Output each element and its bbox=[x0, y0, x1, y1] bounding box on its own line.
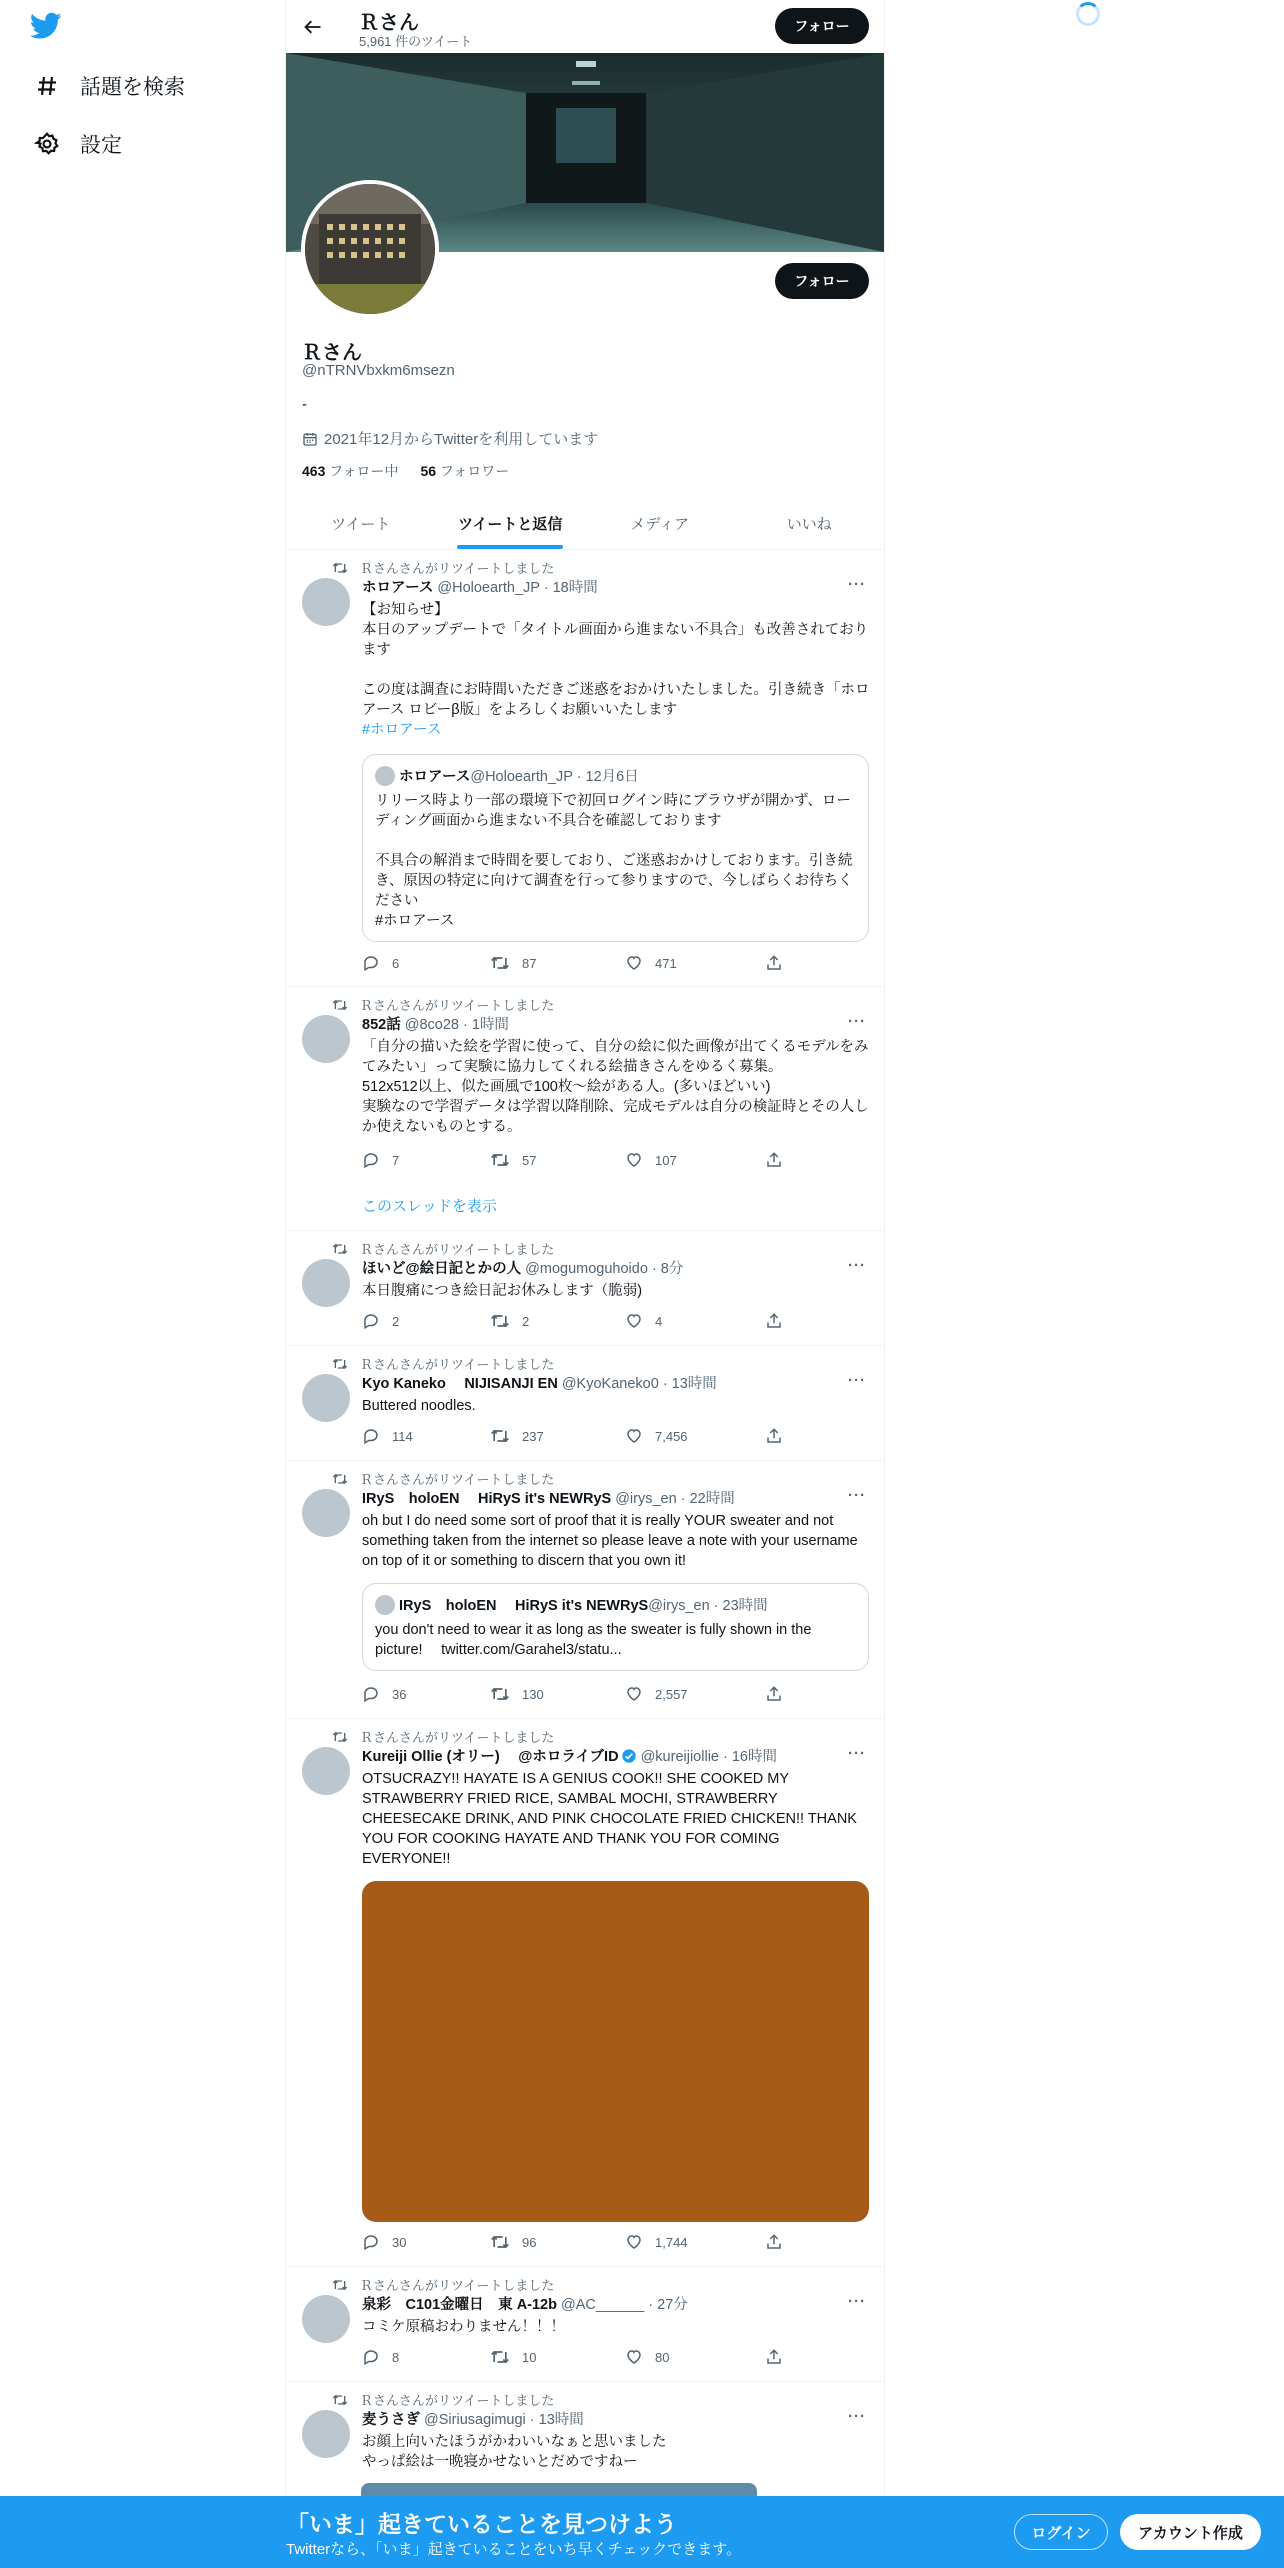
profile-header-bar bbox=[286, 0, 884, 53]
reply-count: 6 bbox=[392, 955, 400, 971]
retweet-count: 237 bbox=[522, 1428, 544, 1444]
avatar[interactable] bbox=[302, 578, 350, 626]
retweet-count: 10 bbox=[522, 2349, 537, 2365]
reply-button[interactable] bbox=[362, 1151, 399, 1169]
tweet-actions bbox=[362, 1312, 802, 1334]
header-follow-button[interactable]: フォロー bbox=[775, 8, 869, 44]
like-button[interactable] bbox=[625, 1151, 677, 1169]
verified-badge-icon bbox=[621, 1748, 637, 1764]
login-button[interactable]: ログイン bbox=[1014, 2514, 1108, 2550]
reply-button[interactable] bbox=[362, 1427, 413, 1445]
tweet-2[interactable] bbox=[286, 1231, 884, 1346]
retweet-button[interactable] bbox=[490, 1427, 544, 1445]
header-tweet-count: 5,961 件のツイート bbox=[359, 34, 473, 49]
retweet-count: 130 bbox=[522, 1686, 544, 1702]
profile-joined-text: 2021年12月からTwitterを利用しています bbox=[324, 431, 599, 448]
share-icon bbox=[765, 1685, 783, 1703]
retweet-icon bbox=[490, 1685, 510, 1703]
followers-link[interactable] bbox=[420, 463, 509, 479]
like-count: 107 bbox=[655, 1152, 677, 1168]
signup-button[interactable]: アカウント作成 bbox=[1120, 2514, 1261, 2550]
retweet-indicator bbox=[332, 995, 554, 1014]
share-button[interactable] bbox=[765, 1685, 795, 1703]
share-icon bbox=[765, 2348, 783, 2366]
reply-button[interactable] bbox=[362, 2233, 406, 2251]
followers-count: 56 bbox=[420, 463, 437, 479]
retweet-icon bbox=[332, 561, 348, 575]
left-navigation bbox=[0, 0, 285, 2568]
quote-author-meta: @Holoearth_JP · 12月6日 bbox=[470, 769, 639, 785]
like-button[interactable] bbox=[625, 1685, 688, 1703]
avatar[interactable] bbox=[302, 2410, 350, 2458]
tweet-text: 「自分の描いた絵を学習に使って、自分の絵に似た画像が出てくるモデルをみてみたい」って実験に協力してくれる絵描きさんをゆるく募集。 512x512以上、似た画風で100枚〜絵がある人。(多いほどいい) 実験なので学習データは学習以降削除、完成モデルは自分の検証時とその人しか使えないものとする。 bbox=[362, 1039, 869, 1135]
tweet-text: 【お知らせ】 本日のアップデートで「タイトル画面から進まない不具合」も改善されております この度は調査にお時間いただきご迷惑をおかけいたしました。引き続き「ホロアース ロビーβ版」をよろしくお願いいたします bbox=[362, 602, 870, 718]
quoted-tweet[interactable] bbox=[362, 1583, 869, 1671]
share-button[interactable] bbox=[765, 1151, 795, 1169]
author-meta: @irys_en · 22時間 bbox=[611, 1491, 735, 1507]
following-link[interactable] bbox=[302, 463, 399, 479]
tweet-header bbox=[362, 1487, 735, 1508]
heart-icon bbox=[625, 1427, 643, 1445]
retweet-button[interactable] bbox=[490, 1685, 544, 1703]
profile-tabs bbox=[286, 497, 884, 550]
share-icon bbox=[765, 1312, 783, 1330]
more-options-icon[interactable]: ··· bbox=[848, 2407, 866, 2425]
retweet-indicator-text: Ｒさんさんがリツイートしました bbox=[360, 2393, 555, 2408]
retweet-indicator-text: Ｒさんさんがリツイートしました bbox=[360, 1730, 555, 1745]
author-meta: @KyoKaneko0 · 13時間 bbox=[557, 1376, 717, 1392]
reply-button[interactable] bbox=[362, 954, 399, 972]
retweet-icon bbox=[332, 1472, 348, 1486]
reply-button[interactable] bbox=[362, 1685, 406, 1703]
quote-author-name: ホロアース bbox=[399, 769, 471, 785]
retweet-count: 87 bbox=[522, 955, 537, 971]
retweet-icon bbox=[332, 2278, 348, 2292]
retweet-button[interactable] bbox=[490, 1151, 536, 1169]
tab-tweets-and-replies[interactable]: ツイートと返信 bbox=[436, 497, 586, 549]
author-meta: @mogumoguhoido · 8分 bbox=[521, 1261, 684, 1277]
tab-likes[interactable]: いいね bbox=[786, 515, 832, 533]
avatar[interactable] bbox=[302, 1489, 350, 1537]
tweet-6[interactable] bbox=[286, 2267, 884, 2382]
profile-bio: - bbox=[302, 396, 307, 413]
tweet-header bbox=[362, 1013, 509, 1034]
tweet-actions bbox=[362, 1151, 802, 1173]
author-meta: @8co28 · 1時間 bbox=[400, 1017, 509, 1033]
tweet-header bbox=[362, 1372, 717, 1393]
profile-joined bbox=[302, 428, 598, 449]
reply-count: 114 bbox=[392, 1428, 413, 1444]
retweet-indicator bbox=[332, 1727, 554, 1746]
share-icon bbox=[765, 1427, 783, 1445]
reply-count: 36 bbox=[392, 1686, 407, 1702]
retweet-icon bbox=[332, 1357, 348, 1371]
like-button[interactable] bbox=[625, 954, 677, 972]
tweet-actions bbox=[362, 1427, 802, 1449]
retweet-indicator-text: Ｒさんさんがリツイートしました bbox=[360, 1472, 555, 1487]
signup-banner-subtitle: Twitterなら、「いま」起きていることをいち早くチェックできます。 bbox=[286, 2541, 742, 2558]
reply-button[interactable] bbox=[362, 2348, 399, 2366]
reply-count: 7 bbox=[392, 1152, 400, 1168]
retweet-indicator-text: Ｒさんさんがリツイートしました bbox=[360, 1242, 555, 1257]
more-options-icon[interactable]: ··· bbox=[848, 1744, 866, 1762]
more-options-icon[interactable]: ··· bbox=[848, 2292, 866, 2310]
reply-icon bbox=[362, 954, 380, 972]
author-name[interactable]: 852話 bbox=[362, 1017, 401, 1033]
nav-explore-label: 話題を検索 bbox=[80, 76, 185, 99]
share-button[interactable] bbox=[765, 2233, 795, 2251]
tweet-actions bbox=[362, 2233, 802, 2255]
quote-author-name: IRyS holoEN HiRyS it's NEWRyS bbox=[399, 1598, 649, 1614]
tweet-actions bbox=[362, 1685, 802, 1707]
like-count: 1,744 bbox=[655, 2234, 688, 2250]
author-meta: @Holoearth_JP · 18時間 bbox=[433, 580, 598, 596]
author-meta: @kureijiollie · 16時間 bbox=[636, 1749, 777, 1765]
quote-header bbox=[375, 1594, 768, 1615]
nav-settings-label: 設定 bbox=[80, 134, 122, 157]
like-count: 7,456 bbox=[655, 1428, 688, 1444]
like-button[interactable] bbox=[625, 1312, 662, 1330]
reply-count: 30 bbox=[392, 2234, 407, 2250]
calendar-icon bbox=[302, 431, 318, 447]
retweet-count: 2 bbox=[522, 1313, 530, 1329]
following-label: フォロー中 bbox=[325, 463, 399, 479]
retweet-icon bbox=[490, 1427, 510, 1445]
more-options-icon[interactable]: ··· bbox=[848, 1371, 866, 1389]
tweet-text: oh but I do need some sort of proof that it is really YOUR sweater and not something taken from the internet so please leave a note with your username on top of it or something to discern that you own it! bbox=[362, 1513, 858, 1569]
tweet-1[interactable] bbox=[286, 987, 884, 1231]
author-name[interactable]: IRyS holoEN HiRyS it's NEWRyS bbox=[362, 1491, 612, 1507]
avatar[interactable] bbox=[302, 2295, 350, 2343]
back-arrow-icon[interactable] bbox=[298, 12, 328, 42]
tweet-text: 本日腹痛につき絵日記お休みします（脆弱) bbox=[362, 1283, 643, 1299]
header-profile-name: Ｒさん bbox=[359, 12, 419, 34]
author-meta: @Siriusagimugi · 13時間 bbox=[420, 2412, 584, 2428]
nav-explore[interactable] bbox=[32, 64, 185, 108]
share-icon bbox=[765, 2233, 783, 2251]
heart-icon bbox=[625, 1151, 643, 1169]
reply-icon bbox=[362, 1312, 380, 1330]
tweet-actions bbox=[362, 2348, 802, 2370]
author-name[interactable]: Kyo Kaneko NIJISANJI EN bbox=[362, 1376, 558, 1392]
reply-button[interactable] bbox=[362, 1312, 399, 1330]
heart-icon bbox=[625, 2348, 643, 2366]
profile-follow-button[interactable]: フォロー bbox=[775, 263, 869, 299]
like-button[interactable] bbox=[625, 2233, 688, 2251]
loading-spinner-icon bbox=[1076, 2, 1100, 26]
share-icon bbox=[765, 1151, 783, 1169]
more-options-icon[interactable]: ··· bbox=[848, 575, 866, 593]
author-name[interactable]: 麦うさぎ bbox=[362, 2412, 420, 2428]
retweet-count: 96 bbox=[522, 2234, 537, 2250]
quote-header bbox=[375, 765, 639, 786]
heart-icon bbox=[625, 1312, 643, 1330]
retweet-indicator bbox=[332, 2390, 554, 2409]
like-count: 80 bbox=[655, 2349, 670, 2365]
avatar[interactable] bbox=[302, 1374, 350, 1422]
like-count: 2,557 bbox=[655, 1686, 688, 1702]
retweet-count: 57 bbox=[522, 1152, 537, 1168]
retweet-icon bbox=[332, 998, 348, 1012]
profile-stats bbox=[302, 461, 509, 481]
reply-count: 2 bbox=[392, 1313, 400, 1329]
tab-media[interactable]: メディア bbox=[630, 515, 690, 533]
quote-text: リリース時より一部の環境下で初回ログイン時にブラウザが開かず、ローディング画面から進まない不具合を確認しております 不具合の解消まで時間を要しており、ご迷惑おかけしております。引き続き、原因の特定に向けて調査を行って参りますので、今しばらくお待ちください #ホロアース bbox=[375, 793, 853, 929]
heart-icon bbox=[625, 2233, 643, 2251]
tweet-text: お顔上向いたほうがかわいいなぁと思いました やっぱ絵は一晩寝かせないとだめですねー bbox=[362, 2434, 667, 2470]
profile-handle: @nTRNVbxkm6msezn bbox=[302, 362, 455, 379]
quote-avatar bbox=[375, 766, 395, 786]
tweet-header bbox=[362, 2408, 584, 2429]
tweet-4[interactable] bbox=[286, 1461, 884, 1719]
reply-icon bbox=[362, 1685, 380, 1703]
followers-label: フォロワー bbox=[436, 463, 510, 479]
retweet-icon bbox=[490, 954, 510, 972]
heart-icon bbox=[625, 954, 643, 972]
share-icon bbox=[765, 954, 783, 972]
avatar[interactable] bbox=[302, 1015, 350, 1063]
avatar[interactable] bbox=[302, 1259, 350, 1307]
gear-icon bbox=[32, 129, 62, 159]
retweet-icon bbox=[490, 2348, 510, 2366]
quote-text: you don't need to wear it as long as the sweater is fully shown in the picture! twitter.com/Garahel3/statu... bbox=[375, 1622, 812, 1658]
tweet-header bbox=[362, 2293, 688, 2314]
more-options-icon[interactable]: ··· bbox=[848, 1012, 866, 1030]
show-thread-link[interactable]: このスレッドを表示 bbox=[362, 1198, 497, 1215]
profile-column bbox=[285, 0, 885, 2568]
hashtag-link[interactable]: #ホロアース bbox=[362, 722, 442, 738]
retweet-icon bbox=[490, 1312, 510, 1330]
reply-icon bbox=[362, 2233, 380, 2251]
retweet-indicator-text: Ｒさんさんがリツイートしました bbox=[360, 561, 555, 576]
tweet-text: Buttered noodles. bbox=[362, 1398, 476, 1414]
reply-count: 8 bbox=[392, 2349, 400, 2365]
retweet-indicator bbox=[332, 2275, 554, 2294]
like-count: 471 bbox=[655, 955, 677, 971]
retweet-indicator bbox=[332, 1469, 554, 1488]
retweet-button[interactable] bbox=[490, 1312, 529, 1330]
retweet-icon bbox=[332, 2393, 348, 2407]
like-count: 4 bbox=[655, 1313, 663, 1329]
twitter-logo-icon[interactable] bbox=[30, 12, 66, 44]
tweet-media-image[interactable] bbox=[362, 1881, 869, 2222]
signup-banner bbox=[0, 2496, 1284, 2568]
tab-tweets[interactable]: ツイート bbox=[331, 515, 391, 533]
following-count: 463 bbox=[302, 463, 326, 479]
author-name[interactable]: ほいど@絵日記とかの人 bbox=[362, 1261, 522, 1277]
retweet-indicator bbox=[332, 1239, 554, 1258]
quoted-tweet[interactable] bbox=[362, 754, 869, 942]
share-button[interactable] bbox=[765, 954, 795, 972]
retweet-icon bbox=[332, 1730, 348, 1744]
like-button[interactable] bbox=[625, 1427, 688, 1445]
hashtag-icon bbox=[32, 71, 62, 101]
retweet-indicator-text: Ｒさんさんがリツイートしました bbox=[360, 998, 555, 1013]
tweet-header bbox=[362, 1257, 683, 1278]
retweet-icon bbox=[490, 2233, 510, 2251]
tweet-3[interactable] bbox=[286, 1346, 884, 1461]
reply-icon bbox=[362, 2348, 380, 2366]
share-button[interactable] bbox=[765, 2348, 795, 2366]
share-button[interactable] bbox=[765, 1312, 795, 1330]
tweet-text: コミケ原稿おわりません！！！ bbox=[362, 2319, 565, 2335]
nav-settings[interactable] bbox=[32, 122, 122, 166]
tweet-5[interactable] bbox=[286, 1719, 884, 2267]
retweet-indicator-text: Ｒさんさんがリツイートしました bbox=[360, 2278, 555, 2293]
author-name[interactable]: Kureiji Ollie (オリー) @ホロライブID bbox=[362, 1749, 619, 1765]
author-name[interactable]: ホロアース bbox=[362, 580, 434, 596]
reply-icon bbox=[362, 1151, 380, 1169]
retweet-button[interactable] bbox=[490, 2233, 536, 2251]
more-options-icon[interactable]: ··· bbox=[848, 1486, 866, 1504]
heart-icon bbox=[625, 1685, 643, 1703]
share-button[interactable] bbox=[765, 1427, 795, 1445]
retweet-button[interactable] bbox=[490, 2348, 536, 2366]
tweet-media-preview[interactable] bbox=[361, 2483, 757, 2497]
tweet-actions bbox=[362, 954, 802, 976]
tweet-text: OTSUCRAZY!! HAYATE IS A GENIUS COOK!! SHE COOKED MY STRAWBERRY FRIED RICE, SAMBAL MOCHI, STRAWBERRY CHEESECAKE DRINK, AND PINK CHOCOLATE FRIED CHICKEN!! THANK YOU FOR COOKING HAYATE AND THANK YOU FOR COMING EVERYONE!! bbox=[362, 1771, 857, 1867]
retweet-indicator bbox=[332, 558, 554, 577]
reply-icon bbox=[362, 1427, 380, 1445]
profile-avatar[interactable] bbox=[301, 180, 439, 318]
retweet-icon bbox=[332, 1242, 348, 1256]
quote-avatar bbox=[375, 1595, 395, 1615]
retweet-icon bbox=[490, 1151, 510, 1169]
tweet-0[interactable] bbox=[286, 550, 884, 987]
profile-name: Ｒさん bbox=[302, 342, 362, 364]
avatar[interactable] bbox=[302, 1747, 350, 1795]
author-meta: @AC______ · 27分 bbox=[556, 2297, 688, 2313]
tweet-header bbox=[362, 576, 598, 597]
retweet-button[interactable] bbox=[490, 954, 536, 972]
signup-banner-title: 「いま」起きていることを見つけよう bbox=[286, 2511, 677, 2537]
retweet-indicator-text: Ｒさんさんがリツイートしました bbox=[360, 1357, 555, 1372]
retweet-indicator bbox=[332, 1354, 554, 1373]
author-name[interactable]: 泉彩 C101金曜日 東 A-12b bbox=[362, 2297, 557, 2313]
like-button[interactable] bbox=[625, 2348, 669, 2366]
tweet-header bbox=[362, 1745, 777, 1766]
quote-author-meta: @irys_en · 23時間 bbox=[648, 1598, 768, 1614]
more-options-icon[interactable]: ··· bbox=[848, 1256, 866, 1274]
